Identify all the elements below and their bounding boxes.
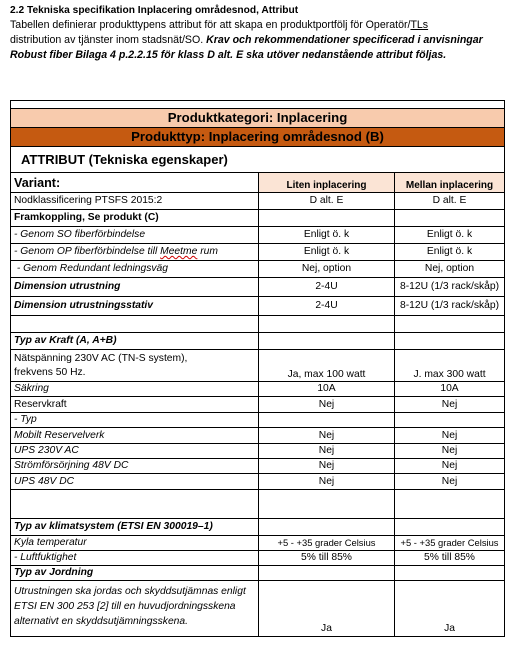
row-value-medium [395,566,505,581]
row-label-line-1: Utrustningen ska jordas och skyddsutjämnas enligt [14,586,246,597]
row-value-small: D alt. E [259,193,395,210]
table-row [11,261,505,278]
intro-line-1-text: Tabellen definierar produkttypens attribut för att skapa en produktportfölj för Operatör/ [10,19,411,31]
row-value-small: Nej [259,444,395,459]
row-label: UPS 48V DC [11,474,259,490]
column-header-medium: Mellan inplacering [395,173,505,193]
table-row [11,297,505,316]
row-value-medium: Nej [395,459,505,474]
row-value-small: Nej [259,397,395,413]
row-label-line-2: ETSI EN 300 253 [2] till en huvudjordningsskena [14,601,236,612]
variant-label: Variant: [11,173,259,193]
row-label [11,581,259,637]
row-value-small: 10A [259,382,395,397]
table-row [11,413,505,428]
row-label: - Genom Redundant ledningsväg [11,261,259,278]
row-label: - Genom SO fiberförbindelse [11,227,259,244]
row-label: Kyla temperatur [11,536,259,551]
table-row [11,382,505,397]
row-label-meetme: Meetme [160,246,198,257]
row-value-medium: 5% till 85% [395,551,505,566]
table-row [11,316,505,333]
row-value-small: 2-4U [259,278,395,297]
row-label: Mobilt Reservelverk [11,428,259,444]
row-value-medium: Nej [395,474,505,490]
row-label: Strömförsörjning 48V DC [11,459,259,474]
table-row [11,566,505,581]
row-value-medium: 8-12U (1/3 rack/skåp) [395,278,505,297]
tls-link: TLs [410,19,429,31]
row-value-small: 2-4U [259,297,395,316]
row-label: - Luftfuktighet [11,551,259,566]
row-value-small [259,519,395,536]
table-row [11,490,505,519]
product-category: Produktkategori: Inplacering [11,109,505,128]
row-value-medium: Nej [395,428,505,444]
row-value-medium: 10A [395,382,505,397]
row-label [11,490,259,519]
row-label [11,316,259,333]
row-value-medium [395,519,505,536]
intro-line-2-emphasis: Krav och rekommendationer specificerad i anvisningar [206,34,483,46]
table-row [11,350,505,382]
column-header-small: Liten inplacering [259,173,395,193]
row-label-line-1: Nätspänning 230V AC (TN-S system), [14,352,188,364]
row-value-small: Enligt ö. k [259,244,395,261]
row-value-small: Ja, max 100 watt [259,350,395,382]
table-row [11,210,505,227]
row-label: Typ av Jordning [11,566,259,581]
intro-section [10,3,505,63]
table-row [11,551,505,566]
section-heading: 2.2 Tekniska specifikation Inplacering områdesnod, Attribut [10,5,299,16]
row-value-medium: Enligt ö. k [395,227,505,244]
table-row [11,519,505,536]
intro-line-2-text: distribution av tjänster inom stadsnät/SO. [10,34,207,46]
row-value-medium: 8-12U (1/3 rack/skåp) [395,297,505,316]
row-label [11,244,259,261]
row-value-small: Ja [259,581,395,637]
table-row [11,581,505,637]
row-value-medium: Ja [395,581,505,637]
row-label: UPS 230V AC [11,444,259,459]
table-row [11,444,505,459]
row-value-small: Nej [259,474,395,490]
attributes-title: ATTRIBUT (Tekniska egenskaper) [11,147,505,173]
row-value-small: +5 - +35 grader Celsius [259,536,395,551]
row-label [11,350,259,382]
row-value-medium: Nej [395,397,505,413]
row-value-small [259,316,395,333]
table-row [11,474,505,490]
row-value-small [259,566,395,581]
table-row [11,333,505,350]
row-label: Framkoppling, Se produkt (C) [11,210,259,227]
row-label: Dimension utrustning [11,278,259,297]
row-value-small: Nej, option [259,261,395,278]
row-value-medium [395,210,505,227]
table-row [11,536,505,551]
intro-line-1 [10,18,505,33]
table-row [11,428,505,444]
row-value-medium: +5 - +35 grader Celsius [395,536,505,551]
row-value-medium: Nej [395,444,505,459]
table-row [11,244,505,261]
row-value-small: 5% till 85% [259,551,395,566]
row-value-small: Enligt ö. k [259,227,395,244]
table-row [11,193,505,210]
spacer-row [11,101,505,109]
row-value-small: Nej [259,459,395,474]
row-value-medium [395,490,505,519]
row-value-medium: Enligt ö. k [395,244,505,261]
row-value-medium [395,316,505,333]
row-label: Typ av klimatsystem (ETSI EN 300019–1) [11,519,259,536]
row-value-medium: D alt. E [395,193,505,210]
row-value-small [259,333,395,350]
row-value-medium [395,413,505,428]
row-label: Typ av Kraft (A, A+B) [11,333,259,350]
row-value-medium: Nej, option [395,261,505,278]
row-value-small [259,490,395,519]
row-value-small: Nej [259,428,395,444]
intro-line-2 [10,33,505,48]
row-label: Nodklassificering PTSFS 2015:2 [11,193,259,210]
row-value-medium: J. max 300 watt [395,350,505,382]
row-label-text: - Genom OP fiberförbindelse till [14,246,161,257]
row-label: - Typ [11,413,259,428]
row-label: Säkring [11,382,259,397]
row-value-small [259,413,395,428]
row-label-line-2: frekvens 50 Hz. [14,366,86,378]
row-value-small [259,210,395,227]
table-row [11,459,505,474]
row-label-end: rum [197,246,218,257]
table-row [11,278,505,297]
row-label: Reservkraft [11,397,259,413]
row-value-medium [395,333,505,350]
variant-header-row [11,173,505,193]
row-label: Dimension utrustningsstativ [11,297,259,316]
table-row [11,397,505,413]
table-row [11,227,505,244]
product-type: Produkttyp: Inplacering områdesnod (B) [11,128,505,147]
row-label-line-3: alternativt en skyddsutjämningsskena. [14,616,188,627]
intro-line-3: Robust fiber Bilaga 4 p.2.2.15 för klass D alt. E ska utöver nedanstående attribut följas. [10,49,447,61]
attribute-table [10,100,505,637]
